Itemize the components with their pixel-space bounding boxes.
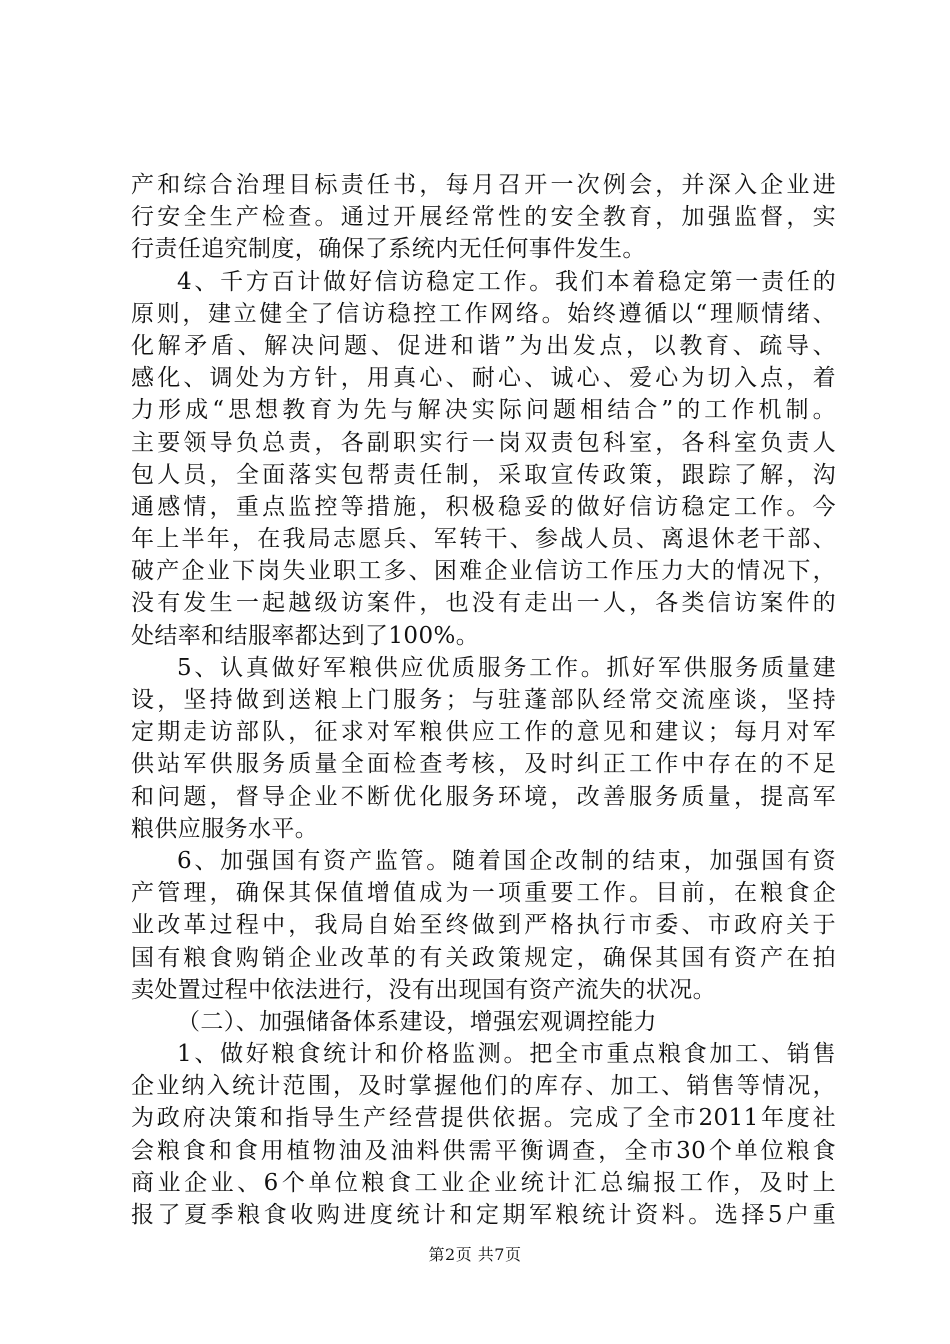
document-body (131, 169, 836, 1231)
text-line: 商业企业、6个单位粮食工业企业统计汇总编报工作，及时上 (131, 1169, 836, 1196)
text-line: 设，坚持做到送粮上门服务；与驻蓬部队经常交流座谈，坚持 (131, 687, 836, 713)
page-number-footer: 第2页 共7页 (428, 1245, 522, 1264)
text-line: 年上半年，在我局志愿兵、军转干、参战人员、离退休老干部、 (131, 526, 836, 553)
paragraph-start-line: 5、认真做好军粮供应优质服务工作。抓好军供服务质量建 (177, 654, 836, 681)
text-line: 化解矛盾、解决问题、促进和谐”为出发点，以教育、疏导、 (131, 332, 836, 359)
text-line: 业改革过程中，我局自始至终做到严格执行市委、市政府关于 (131, 912, 836, 939)
text-line: 行责任追究制度，确保了系统内无任何事件发生。 (131, 236, 646, 263)
text-line: 卖处置过程中依法进行，没有出现国有资产流失的状况。 (131, 976, 716, 1003)
text-line: 原则，建立健全了信访稳控工作网络。始终遵循以“理顺情绪、 (131, 300, 836, 327)
text-line: 主要领导负总责，各副职实行一岗双责包科室，各科室负责人 (131, 429, 836, 456)
text-line: 行安全生产检查。通过开展经常性的安全教育，加强监督，实 (131, 204, 836, 231)
section-heading: （二）、加强储备体系建设，增强宏观调控能力 (177, 1008, 657, 1035)
text-line: 粮供应服务水平。 (131, 815, 319, 842)
text-line: 处结率和结服率都达到了100%。 (131, 622, 480, 649)
text-line: 供站军供服务质量全面检查考核，及时纠正工作中存在的不足 (131, 751, 836, 778)
text-line: 国有粮食购销企业改革的有关政策规定，确保其国有资产在拍 (131, 944, 836, 971)
text-line: 包人员，全面落实包帮责任制，采取宣传政策，跟踪了解，沟 (131, 461, 836, 488)
text-line: 定期走访部队，征求对军粮供应工作的意见和建议；每月对军 (131, 719, 836, 746)
text-line: 破产企业下岗失业职工多、困难企业信访工作压力大的情况下， (131, 558, 836, 585)
text-line: 报了夏季粮食收购进度统计和定期军粮统计资料。选择5户重 (131, 1202, 836, 1228)
text-line: 企业纳入统计范围，及时掌握他们的库存、加工、销售等情况， (131, 1073, 836, 1100)
text-line: 通感情，重点监控等措施，积极稳妥的做好信访稳定工作。今 (131, 493, 836, 520)
text-line: 会粮食和食用植物油及油料供需平衡调查，全市30个单位粮食 (131, 1137, 836, 1164)
text-line: 和问题，督导企业不断优化服务环境，改善服务质量，提高军 (131, 783, 836, 810)
paragraph-start-line: 1、做好粮食统计和价格监测。把全市重点粮食加工、销售 (177, 1041, 836, 1068)
text-line: 没有发生一起越级访案件，也没有走出一人，各类信访案件的 (131, 590, 836, 617)
paragraph-start-line: 6、加强国有资产监管。随着国企改制的结束，加强国有资 (177, 847, 836, 874)
text-line: 产和综合治理目标责任书，每月召开一次例会，并深入企业进 (131, 172, 836, 198)
text-line: 力形成“思想教育为先与解决实际问题相结合”的工作机制。 (131, 397, 836, 424)
paragraph-start-line: 4、千方百计做好信访稳定工作。我们本着稳定第一责任的 (177, 268, 836, 295)
text-line: 感化、调处为方针，用真心、耐心、诚心、爱心为切入点，着 (131, 365, 836, 392)
text-line: 为政府决策和指导生产经营提供依据。完成了全市2011年度社 (131, 1105, 836, 1132)
text-line: 产管理，确保其保值增值成为一项重要工作。目前，在粮食企 (131, 880, 836, 907)
